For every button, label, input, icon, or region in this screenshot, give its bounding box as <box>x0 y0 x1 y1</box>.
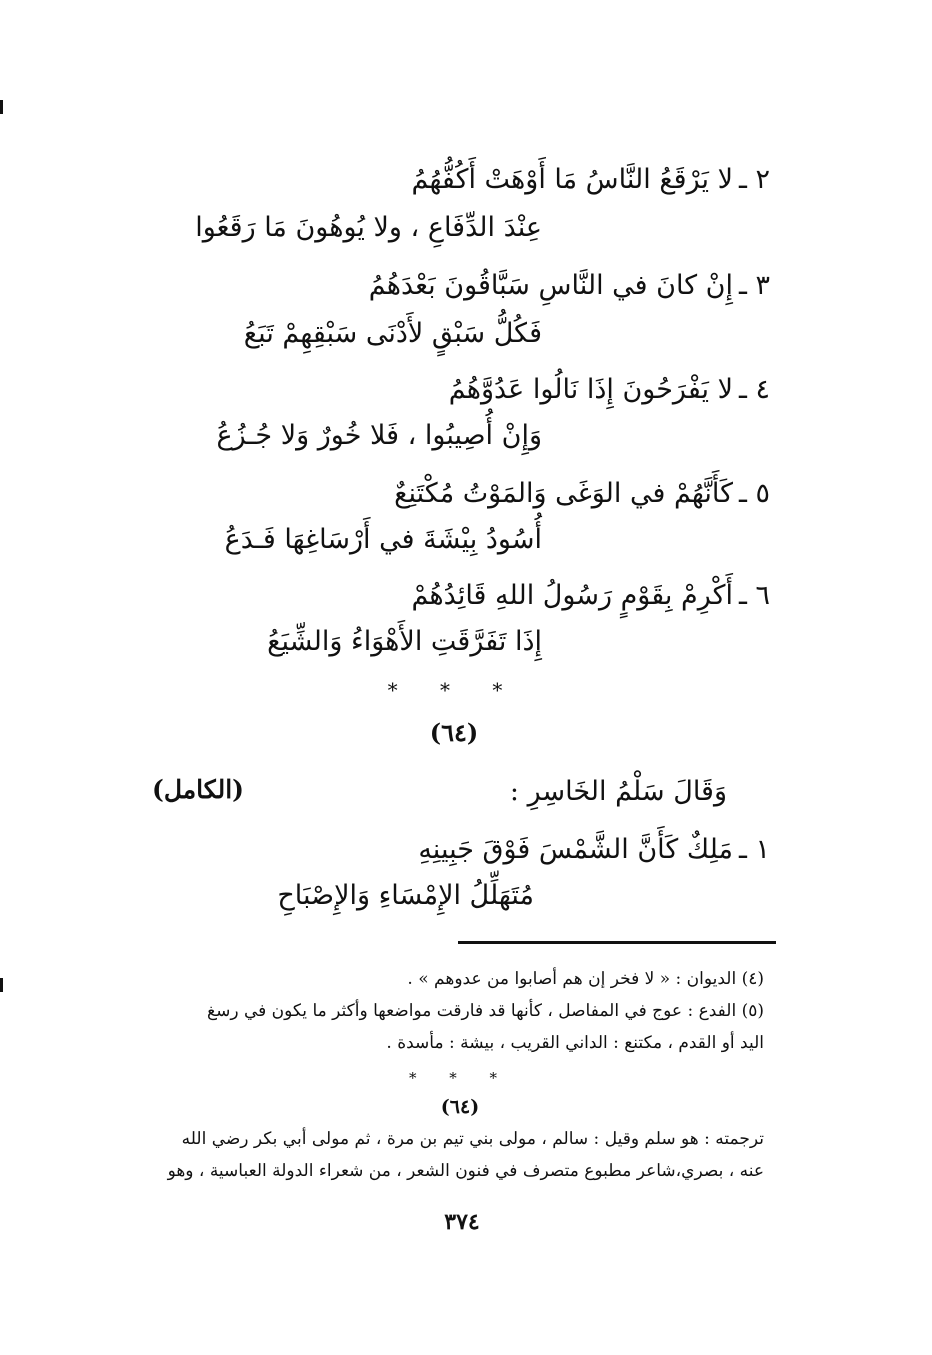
verse-number: ٦ ـ <box>738 580 770 611</box>
verse-text: لا يَفْرَحُونَ إِذَا نَالُوا عَدُوَّهُمُ <box>448 374 733 405</box>
verse-text: عِنْدَ الدِّفَاعِ ، ولا يُوهُونَ مَا رَقَعُوا <box>195 212 542 243</box>
biography-line: ترجمته : هو سلم وقيل : سالم ، مولى بني تيم بن مرة ، ثم مولى أبي بكر رضي الله <box>181 1129 764 1149</box>
verse-line <box>277 876 534 916</box>
verse-text: مُتَهَلِّلُ الإِمْسَاءِ وَالإِصْبَاحِ <box>277 880 534 911</box>
footnote: (٤) الديوان : « لا فخر إن هم أصابوا من عدوهم » . <box>407 969 764 989</box>
verse-number: ٤ ـ <box>738 374 770 405</box>
verse-text: إِنْ كانَ في النَّاسِ سَبَّاقُونَ بَعْدَهُمُ <box>368 270 733 301</box>
verse-line <box>217 416 543 456</box>
verse-line <box>411 576 770 616</box>
verse-number: ١ ـ <box>738 834 770 865</box>
footnote-divider <box>458 941 776 944</box>
verse-number: ٣ ـ <box>738 270 770 301</box>
verse-line <box>225 520 542 560</box>
verse-line <box>412 160 770 200</box>
scan-edge-mark <box>0 100 3 114</box>
poet-intro: وَقَالَ سَلْمُ الخَاسِرِ : <box>509 776 727 807</box>
verse-text: وَإِنْ أُصِيبُوا ، فَلا خُورٌ وَلا جُـزُعُ <box>216 420 542 451</box>
verse-line <box>244 314 542 354</box>
verse-text: كَأَنَّهُمْ في الوَغَى وَالمَوْتُ مُكْتَنِعٌ <box>394 478 733 509</box>
verse-number: ٥ ـ <box>738 478 770 509</box>
verse-text: فَكُلُّ سَبْقٍ لأَدْنَى سَبْقِهِمْ تَبَعُ <box>243 318 542 349</box>
biography-line: عنه ، بصري،شاعر مطبوع متصرف في فنون الشعر ، من شعراء الدولة العباسية ، وهو <box>167 1161 764 1181</box>
verse-line <box>418 830 770 870</box>
section-separator: * * * <box>387 678 521 702</box>
verse-text: أَكْرِمْ بِقَوْمٍ رَسُولُ اللهِ قَائِدُهُمْ <box>411 580 733 611</box>
scan-edge-mark <box>0 978 3 992</box>
verse-line <box>267 622 542 662</box>
notes-separator: * * * <box>408 1069 512 1087</box>
verse-line <box>394 474 770 514</box>
verse-number: ٢ ـ <box>738 164 770 195</box>
footnote: اليد أو القدم ، مكتنع : الداني القريب ، بيشة : مأسدة . <box>386 1033 764 1053</box>
note-poem-number: (٦٤) <box>440 1096 480 1118</box>
verse-line <box>195 208 542 248</box>
verse-text: أُسُودُ بِيْشَةَ في أَرْسَاغِهَا فَـدَعُ <box>224 524 542 555</box>
verse-line <box>449 370 770 410</box>
meter-label: (الكامل) <box>152 775 244 804</box>
poem-number: (٦٤) <box>429 718 479 747</box>
verse-text: إِذَا تَفَرَّقَتِ الأَهْوَاءُ وَالشِّيَعُ <box>267 626 542 657</box>
page-number: ٣٧٤ <box>444 1209 480 1235</box>
verse-line <box>369 266 770 306</box>
footnote: (٥) الفدع : عوج في المفاصل ، كأنها قد فارقت مواضعها وأكثر ما يكون في رسغ <box>207 1001 764 1021</box>
verse-text: مَلِكٌ كَأَنَّ الشَّمْسَ فَوْقَ جَبِينِهِ <box>418 834 733 865</box>
verse-text: لا يَرْقَعُ النَّاسُ مَا أَوْهَتْ أَكُفُّهُمُ <box>411 164 733 195</box>
